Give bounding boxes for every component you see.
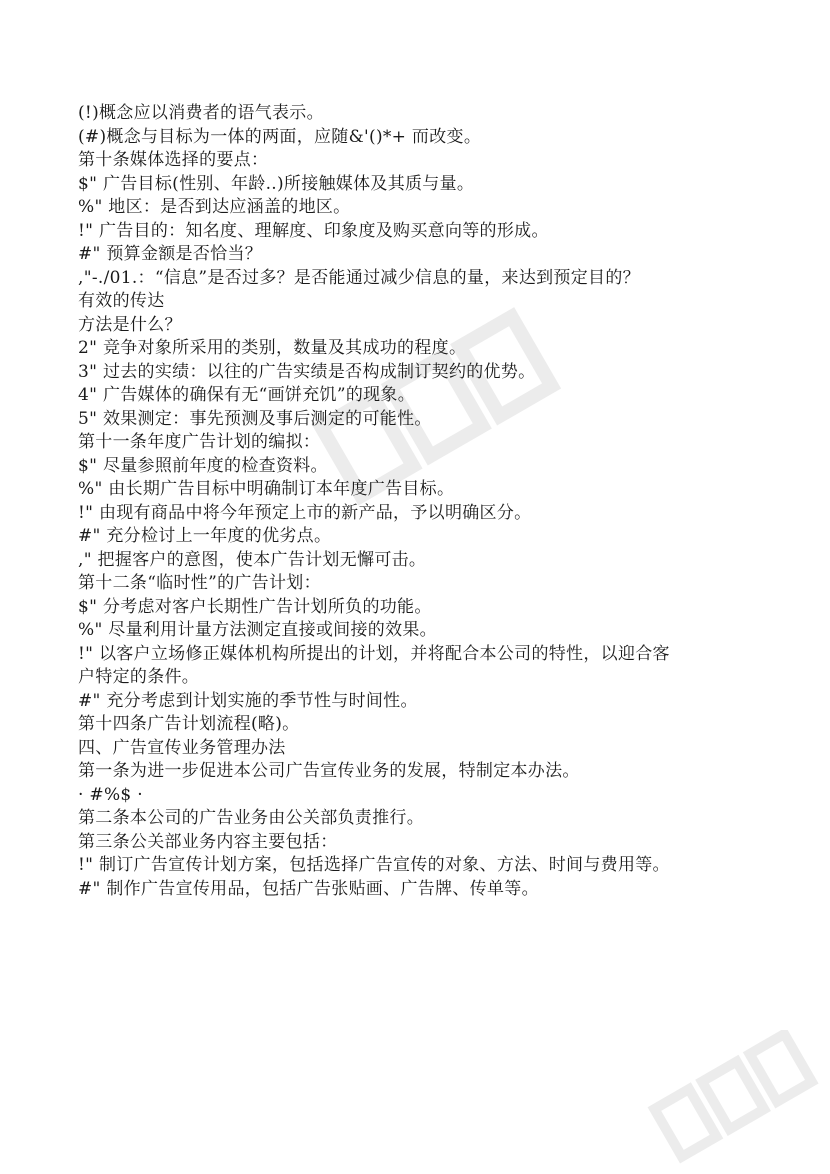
text-line: ," 把握客户的意图，使本广告计划无懈可击。 (78, 549, 427, 570)
text-line: $" 分考虑对客户长期性广告计划所负的功能。 (78, 596, 432, 617)
section-heading: 第十二条“临时性”的广告计划： (78, 573, 321, 593)
text-line: $" 尽量参照前年度的检查资料。 (78, 455, 328, 476)
text-line: 第一条为进一步促进本公司广告宣传业务的发展，特制定本办法。 (78, 761, 580, 781)
text-line: 4" 广告媒体的确保有无“画饼充饥”的现象。 (78, 385, 416, 405)
text-line: (#)概念与目标为一体的两面，应随&'()*+ 而改变。 (78, 126, 482, 147)
text-line: 5" 效果测定：事先预测及事后测定的可能性。 (78, 408, 432, 429)
text-line: #" 充分考虑到计划实施的季节性与时间性。 (78, 690, 418, 711)
section-heading: 四、广告宣传业务管理办法 (78, 737, 286, 758)
section-heading: 第十条媒体选择的要点： (78, 150, 269, 170)
section-heading: 第三条公关部业务内容主要包括： (78, 831, 338, 852)
text-line: 有效的传达 (78, 291, 165, 311)
text-line: 3" 过去的实绩：以往的广告实绩是否构成制订契约的优势。 (78, 361, 536, 382)
text-line: %" 尽量利用计量方法测定直接或间接的效果。 (78, 620, 437, 640)
watermark-logo-icon (640, 1030, 820, 1170)
text-line: %" 由长期广告目标中明确制订本年度广告目标。 (78, 479, 455, 499)
text-line: #" 预算金额是否恰当？ (78, 244, 263, 264)
text-line: ,"-./01.：“信息”是否过多？是否能通过减少信息的量，来达到预定目的？ (78, 267, 640, 288)
section-heading: 第十四条广告计划流程(略)。 (78, 714, 300, 734)
text-line: !" 制订广告宣传计划方案，包括选择广告宣传的对象、方法、时间与费用等。 (78, 855, 670, 875)
section-heading: 第二条本公司的广告业务由公关部负责推行。 (78, 808, 424, 828)
text-line: !" 由现有商品中将今年预定上市的新产品，予以明确区分。 (78, 502, 532, 523)
text-line: #" 制作广告宣传用品，包括广告张贴画、广告牌、传单等。 (78, 878, 539, 899)
text-line: (!)概念应以消费者的语气表示。 (78, 103, 324, 123)
text-line: $" 广告目标(性别、年龄..)所接触媒体及其质与量。 (78, 173, 475, 194)
text-line: !" 广告目的：知名度、理解度、印象度及购买意向等的形成。 (78, 220, 549, 241)
text-line: 户特定的条件。 (78, 667, 200, 687)
text-line: 方法是什么？ (78, 314, 182, 335)
section-heading: 第十一条年度广告计划的编拟： (78, 432, 321, 452)
page-number: · #%$ · (78, 784, 143, 805)
text-line: #" 充分检讨上一年度的优劣点。 (78, 526, 332, 546)
text-line: %" 地区：是否到达应涵盖的地区。 (78, 197, 351, 217)
document-body (78, 102, 778, 901)
text-line: 2" 竞争对象所采用的类别，数量及其成功的程度。 (78, 338, 467, 358)
text-line: !" 以客户立场修正媒体机构所提出的计划，并将配合本公司的特性，以迎合客 (78, 643, 670, 664)
